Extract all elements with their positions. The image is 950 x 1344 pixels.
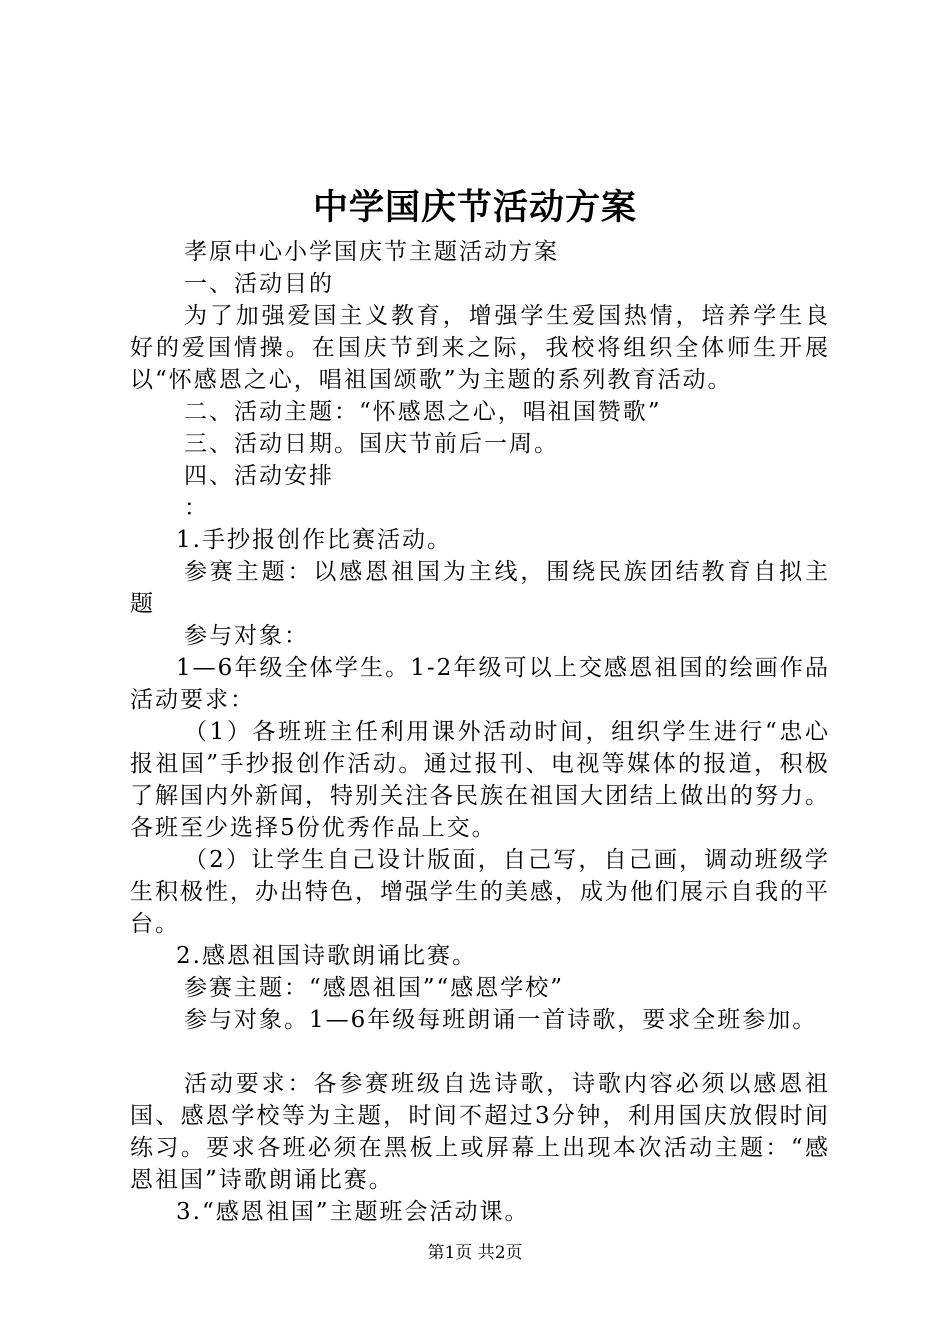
paragraph-section-theme: 二、活动主题：“怀感恩之心，唱祖国赞歌” — [184, 399, 662, 425]
paragraph-subtitle: 孝原中心小学国庆节主题活动方案 — [184, 239, 559, 265]
paragraph-item-1-participants: 1—6年级全体学生。1-2年级可以上交感恩祖国的绘画作品活动要求： — [130, 655, 830, 713]
document-body — [130, 236, 830, 1228]
page-number-footer: 第1页 共2页 — [427, 1243, 523, 1263]
paragraph-item-3-heading: 3.“感恩祖国”主题班会活动课。 — [176, 1199, 530, 1225]
paragraph-section-date: 三、活动日期。国庆节前后一周。 — [184, 431, 559, 457]
paragraph-item-1-heading: 1.手抄报创作比赛活动。 — [176, 527, 452, 553]
blank-line — [130, 1036, 830, 1068]
paragraph-section-arrangement-heading: 四、活动安排 — [184, 463, 334, 489]
paragraph-item-2-theme: 参赛主题：“感恩祖国”“感恩学校” — [184, 975, 565, 1001]
paragraph-item-1-requirement-2: （2）让学生自己设计版面，自己写，自己画，调动班级学生积极性，办出特色，增强学生的美感，成为他们展示自我的平台。 — [130, 847, 830, 937]
paragraph-item-1-requirement-1: （1）各班班主任利用课外活动时间，组织学生进行“忠心报祖国”手抄报创作活动。通过报刊、电视等媒体的报道，积极了解国内外新闻，特别关注各民族在祖国大团结上做出的努力。各班至少选择5份优秀作品上交。 — [130, 719, 830, 841]
paragraph-item-2-participants: 参与对象。1—6年级每班朗诵一首诗歌，要求全班参加。 — [184, 1007, 818, 1033]
paragraph-colon: ： — [184, 495, 209, 521]
paragraph-purpose: 为了加强爱国主义教育，增强学生爱国热情，培养学生良好的爱国情操。在国庆节到来之际，我校将组织全体师生开展以“怀感恩之心，唱祖国颂歌”为主题的系列教育活动。 — [130, 303, 830, 393]
paragraph-item-1-theme: 参赛主题：以感恩祖国为主线，围绕民族团结教育自拟主题 — [130, 559, 830, 617]
paragraph-section-purpose-heading: 一、活动目的 — [184, 271, 334, 297]
paragraph-item-1-participants-label: 参与对象： — [184, 623, 309, 649]
paragraph-item-2-requirements: 活动要求：各参赛班级自选诗歌，诗歌内容必须以感恩祖国、感恩学校等为主题，时间不超过3分钟，利用国庆放假时间练习。要求各班必须在黑板上或屏幕上出现本次活动主题：“感恩祖国”诗歌朗诵比赛。 — [130, 1071, 830, 1193]
paragraph-item-2-heading: 2.感恩祖国诗歌朗诵比赛。 — [176, 943, 477, 969]
document-title: 中学国庆节活动方案 — [312, 187, 637, 228]
